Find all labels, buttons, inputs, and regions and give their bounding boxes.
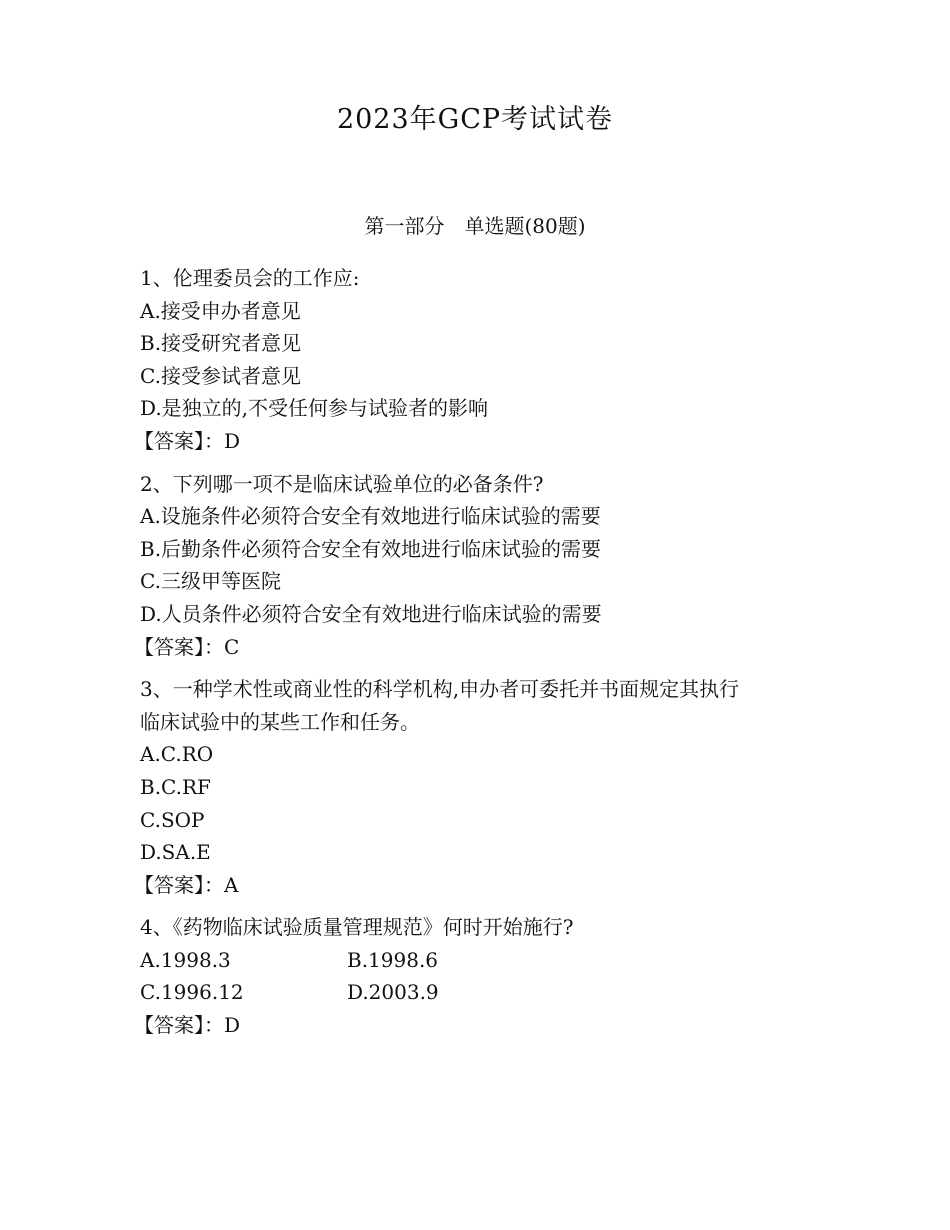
question-stem: 4、《药物临床试验质量管理规范》何时开始施行? (140, 915, 574, 940)
option-a: A.设施条件必须符合安全有效地进行临床试验的需要 (140, 504, 601, 529)
option-c: C.三级甲等医院 (140, 569, 281, 594)
question-stem: 3、一种学术性或商业性的科学机构,申办者可委托并书面规定其执行 (140, 677, 740, 702)
option-grid (140, 944, 820, 1009)
document-title: 2023年GCP考试试卷 (336, 104, 614, 135)
option-c: C.1996.12 (140, 980, 244, 1005)
option-d: D.人员条件必须符合安全有效地进行临床试验的需要 (140, 601, 602, 626)
option-a: A.接受申办者意见 (140, 298, 301, 323)
option-d: D.是独立的,不受任何参与试验者的影响 (140, 396, 489, 421)
question-1 (134, 262, 820, 458)
question-4 (134, 911, 820, 1041)
option-a: A.C.RO (140, 742, 214, 767)
option-d: D.2003.9 (347, 980, 439, 1005)
option-b: B.1998.6 (347, 947, 439, 972)
question-2 (134, 468, 820, 664)
option-b: B.接受研究者意见 (140, 331, 302, 356)
answer-label: 【答案】：A (134, 872, 239, 897)
option-d: D.SA.E (140, 840, 211, 865)
answer-label: 【答案】：C (134, 634, 240, 659)
question-3 (134, 673, 820, 901)
section-heading: 第一部分 单选题(80题) (364, 214, 586, 238)
option-c: C.SOP (140, 807, 205, 832)
option-c: C.接受参试者意见 (140, 363, 301, 388)
option-a: A.1998.3 (140, 947, 231, 972)
question-stem: 2、下列哪一项不是临床试验单位的必备条件? (140, 471, 544, 496)
option-b: B.后勤条件必须符合安全有效地进行临床试验的需要 (140, 536, 602, 561)
question-stem-continued: 临床试验中的某些工作和任务。 (140, 709, 420, 734)
question-stem: 1、伦理委员会的工作应: (140, 266, 360, 290)
option-b: B.C.RF (140, 774, 211, 799)
answer-label: 【答案】：D (134, 1013, 241, 1038)
question-list (134, 262, 820, 1052)
answer-label: 【答案】：D (134, 428, 241, 453)
